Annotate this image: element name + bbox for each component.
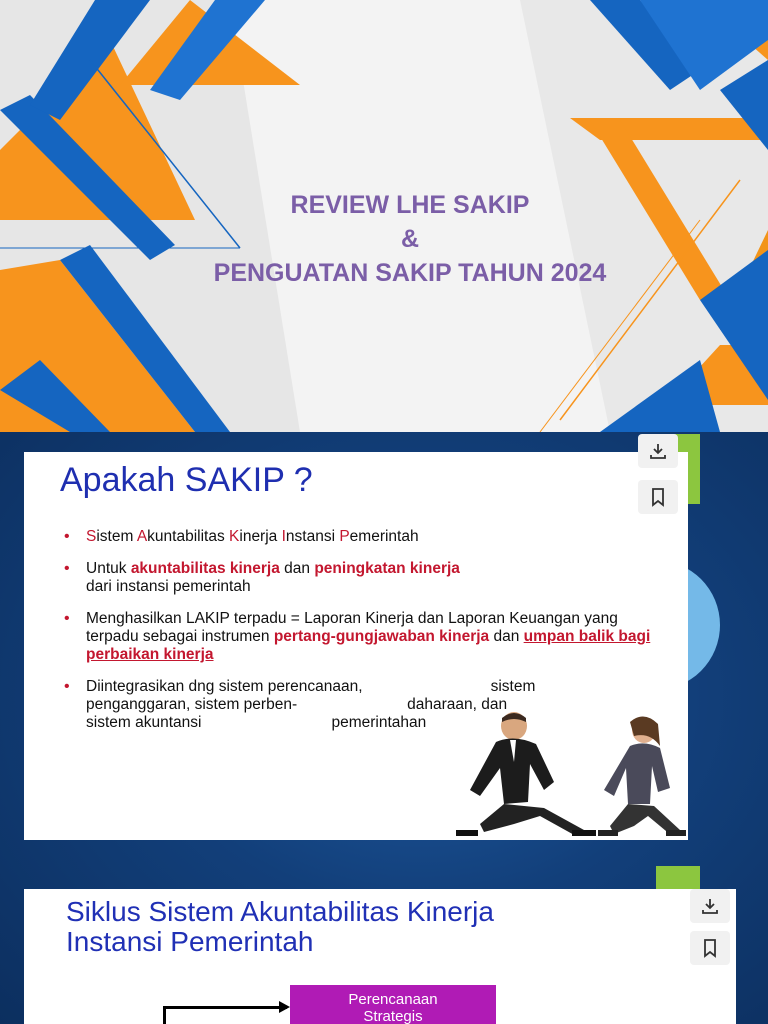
bookmark-button[interactable] (638, 480, 678, 514)
bullet-integration: • Diintegrasikan dng sistem perencanaan, sistem penganggaran, sistem perben- daharaan, dan sistem akuntansi pemerintahan (60, 678, 660, 732)
bookmark-icon (649, 487, 667, 507)
title-line-1: REVIEW LHE SAKIP (290, 191, 530, 219)
slide-heading (66, 897, 494, 957)
flow-connector (165, 1006, 287, 1009)
download-button[interactable] (638, 434, 678, 468)
heading-line-2: Instansi Pemerintah (66, 926, 314, 957)
bookmark-icon (701, 938, 719, 958)
bullet-lakip: • Menghasilkan LAKIP terpadu = Laporan Kinerja dan Laporan Keuangan yang terpadu sebagai instrumen pertang-gungjawaban kinerja dan umpan balik bagi perbaikan kinerja (60, 610, 660, 664)
flow-arrowhead (279, 1001, 290, 1013)
title-line-2: & (400, 225, 420, 253)
flow-step-perencanaan-strategis: Perencanaan Strategis (290, 985, 496, 1024)
slide-siklus-sakip (24, 889, 736, 1024)
presentation-title (180, 188, 640, 290)
download-icon (700, 896, 720, 916)
bullet-purpose: • Untuk akuntabilitas kinerja dan peningkatan kinerja dari instansi pemerintah (60, 560, 660, 596)
download-button[interactable] (690, 889, 730, 923)
slide-apakah-sakip (24, 452, 688, 840)
business-people-illustration (444, 712, 688, 840)
slide-heading: Apakah SAKIP ? (60, 461, 313, 499)
bookmark-button[interactable] (690, 931, 730, 965)
heading-line-1: Siklus Sistem Akuntabilitas Kinerja (66, 896, 494, 927)
title-line-3: PENGUATAN SAKIP TAHUN 2024 (213, 259, 607, 287)
title-slide (0, 0, 768, 432)
bullet-definition: • Sistem Akuntabilitas Kinerja Instansi Pemerintah (60, 528, 660, 546)
download-icon (648, 441, 668, 461)
